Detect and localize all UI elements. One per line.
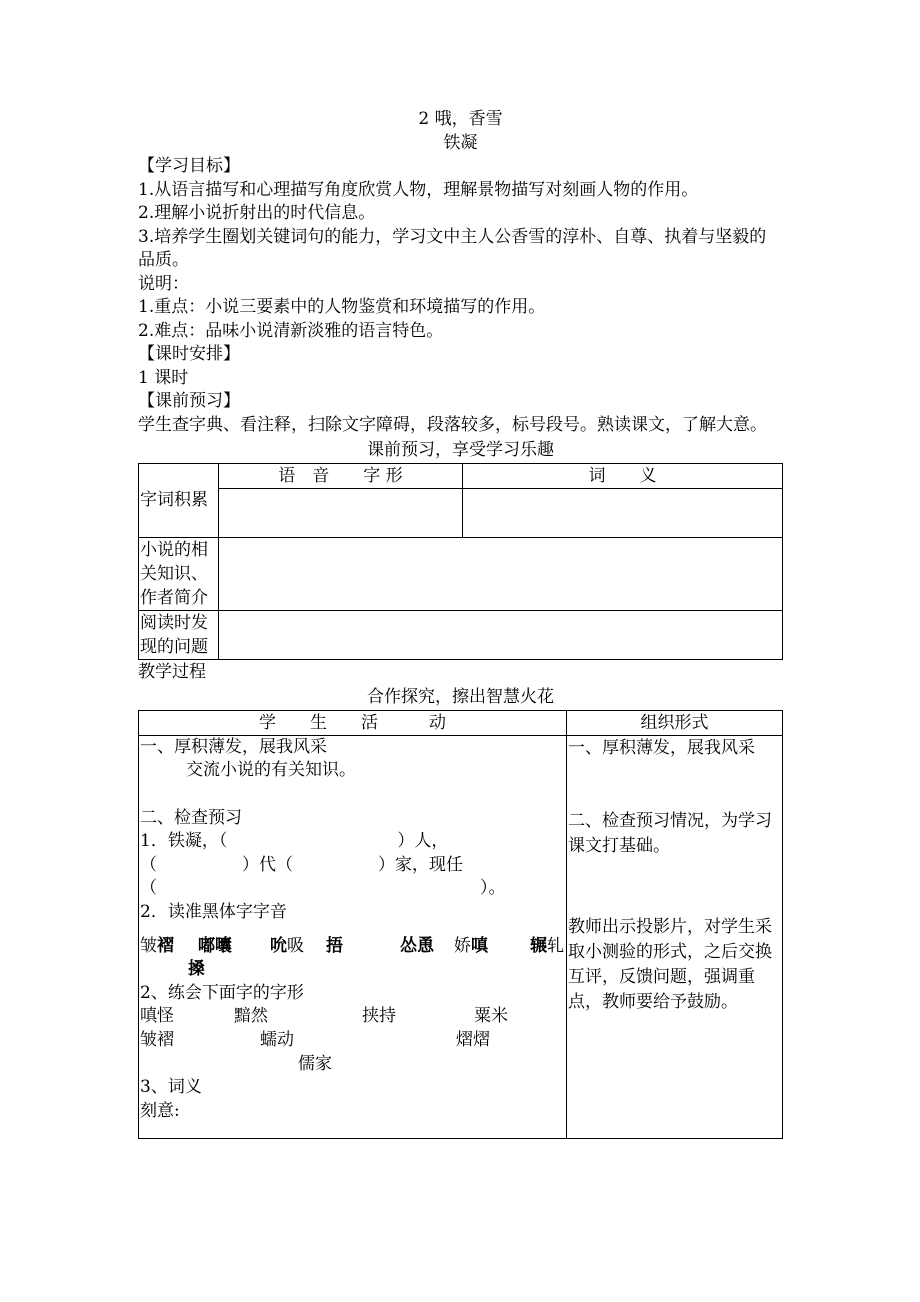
activity-section-3-title: 3、词义 (140, 1077, 202, 1098)
preview-table (138, 463, 783, 660)
word-2: 嘟囔 (198, 935, 232, 956)
practice-word: 皱褶 (140, 1030, 174, 1051)
author: 铁凝 (443, 132, 478, 153)
question-1-line-3: （ ）。 (140, 878, 506, 899)
schedule-heading: 【课时安排】 (138, 344, 240, 364)
practice-word: 挟持 (362, 1006, 396, 1027)
vocab-row-label: 字词积累 (139, 463, 219, 537)
process-heading: 教学过程 (138, 661, 206, 682)
practice-word: 蠕动 (260, 1030, 294, 1051)
form-item-1: 一、厚积薄发，展我风采 (568, 737, 755, 758)
activity-section-1-title: 一、厚积薄发，展我风采 (140, 736, 327, 757)
practice-word: 熠熠 (456, 1030, 490, 1051)
word-3: 吮吸 (270, 935, 304, 956)
form-item-3: 教师出示投影片，对学生采取小测验的形式，之后交换互评，反馈问题，强调重点，教师要给予鼓励。 (568, 916, 772, 1012)
form-item-2: 二、检查预习情况，为学习课文打基础。 (568, 810, 772, 856)
word-7: 辗轧 (530, 935, 564, 956)
pronunciation-header: 语 音 字 形 (219, 463, 463, 488)
meaning-header: 词 义 (463, 463, 783, 488)
practice-row-3: 儒家 (298, 1053, 332, 1074)
form-cell (567, 735, 783, 1138)
objectives-heading: 【学习目标】 (138, 156, 240, 176)
question-2: 2．读准黑体字字音 (140, 902, 287, 923)
document-page (138, 108, 783, 1139)
practice-title: 2、练会下面字的字形 (140, 982, 304, 1003)
objective-item-3: 3.培养学生圈划关键词句的能力，学习文中主人公香雪的淳朴、自尊、执着与坚毅的品质。 (138, 226, 767, 270)
form-header: 组织形式 (567, 710, 783, 735)
knowledge-row-label: 小说的相关知识、作者简介 (139, 537, 219, 610)
activity-section-3-item: 刻意: (140, 1100, 180, 1121)
preview-heading: 【课前预习】 (138, 391, 240, 411)
table1-title: 课前预习，享受学习乐趣 (367, 440, 554, 460)
preview-text: 学生查字典、看注释，扫除文字障碍，段落较多，标号段号。熟读课文，了解大意。 (138, 414, 767, 435)
practice-word: 黯然 (234, 1006, 268, 1027)
practice-row-1 (140, 1005, 566, 1029)
pronunciation-cell[interactable] (219, 488, 463, 537)
knowledge-cell[interactable] (219, 537, 783, 610)
note-item-2: 2.难点：品味小说清新淡雅的语言特色。 (138, 320, 444, 341)
practice-word: 嗔怪 (140, 1006, 174, 1027)
activity-header: 学 生 活 动 (139, 710, 567, 735)
word-extra: 搡 (188, 959, 205, 980)
activity-section-2-title: 二、检查预习 (140, 807, 242, 828)
table2-title: 合作探究，擦出智慧火花 (367, 687, 554, 707)
practice-row-2 (140, 1029, 566, 1053)
activity-cell (139, 735, 567, 1138)
questions-row-label: 阅读时发现的问题 (139, 610, 219, 659)
note-item-1: 1.重点：小说三要素中的人物鉴赏和环境描写的作用。 (138, 297, 546, 317)
activity-table (138, 710, 783, 1139)
note-heading: 说明： (138, 273, 189, 294)
pronunciation-words (140, 935, 566, 959)
word-1: 皱褶 (140, 935, 174, 956)
questions-cell[interactable] (219, 610, 783, 659)
question-1-line-1: 1．铁凝，（ ）人， (140, 831, 449, 852)
word-6: 娇嗔 (454, 935, 488, 956)
word-4: 捂 (326, 935, 343, 956)
meaning-cell[interactable] (463, 488, 783, 537)
objective-item-1: 1.从语言描写和心理描写角度欣赏人物，理解景物描写对刻画人物的作用。 (138, 179, 699, 200)
question-1-line-2: （ ）代（ ）家，现任 (140, 854, 463, 875)
word-5: 怂恿 (400, 935, 434, 956)
practice-word: 粟米 (474, 1006, 508, 1027)
objective-item-2: 2.理解小说折射出的时代信息。 (138, 203, 376, 223)
schedule-text: 1 课时 (138, 367, 189, 388)
document-title: 2 哦，香雪 (418, 109, 503, 129)
activity-section-1-text: 交流小说的有关知识。 (186, 760, 356, 781)
